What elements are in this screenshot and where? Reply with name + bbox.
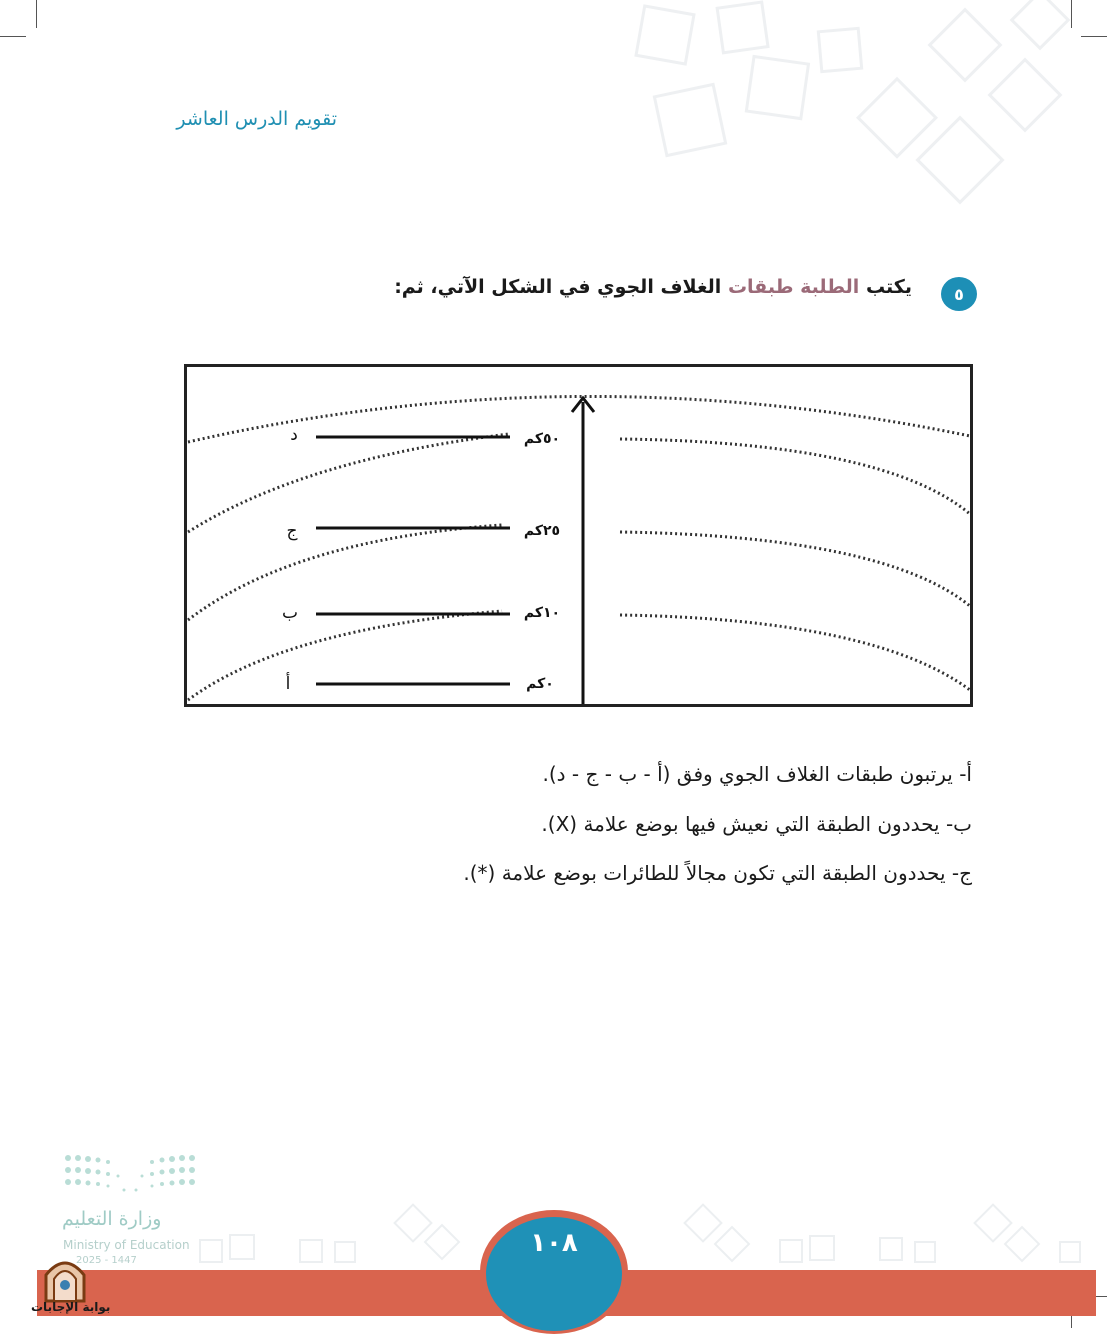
layer-letter: ب bbox=[281, 603, 299, 623]
task-item-a: أ- يرتبون طبقات الغلاف الجوي وفق (أ - ب - ج - د). bbox=[542, 762, 972, 786]
atmosphere-layers-diagram bbox=[184, 364, 974, 709]
portal-name: بوابة الإجابات bbox=[31, 1300, 111, 1314]
crop-mark bbox=[0, 36, 26, 37]
page-number-badge bbox=[478, 1206, 630, 1334]
layer-letter: ج bbox=[286, 521, 298, 541]
question-text-part: الغلاف الجوي في الشكل الآتي، ثم: bbox=[394, 276, 722, 298]
altitude-label: ٠كم bbox=[526, 676, 554, 692]
question-number-badge: ٥ bbox=[941, 277, 977, 311]
ministry-logo-dots bbox=[62, 1152, 202, 1198]
ministry-name-english: Ministry of Education bbox=[63, 1238, 190, 1252]
task-item-b: ب- يحددون الطبقة التي نعيش فيها بوضع علامة (X). bbox=[541, 812, 972, 836]
portal-logo-icon bbox=[42, 1255, 88, 1303]
altitude-label: ٢٥كم bbox=[523, 523, 561, 539]
decorative-pattern bbox=[620, 0, 1100, 220]
task-item-c: ج- يحددون الطبقة التي تكون مجالاً للطائرات بوضع علامة (*). bbox=[463, 861, 972, 885]
ministry-year: 2025 - 1447 bbox=[76, 1255, 137, 1266]
question-text-part: يكتب bbox=[865, 276, 912, 298]
layer-letter: أ bbox=[285, 674, 291, 694]
layer-letter: د bbox=[290, 425, 298, 445]
question-text-highlight: الطلبة طبقات bbox=[727, 276, 860, 298]
altitude-label: ١٠كم bbox=[523, 605, 561, 621]
page-number: ١٠٨ bbox=[530, 1228, 578, 1258]
lesson-review-title: تقويم الدرس العاشر bbox=[176, 108, 337, 130]
ministry-name-arabic: وزارة التعليم bbox=[62, 1208, 162, 1230]
altitude-label: ٥٠كم bbox=[523, 431, 561, 447]
footer-pattern bbox=[190, 1190, 1090, 1270]
crop-mark bbox=[36, 0, 37, 28]
question-text bbox=[394, 276, 912, 298]
